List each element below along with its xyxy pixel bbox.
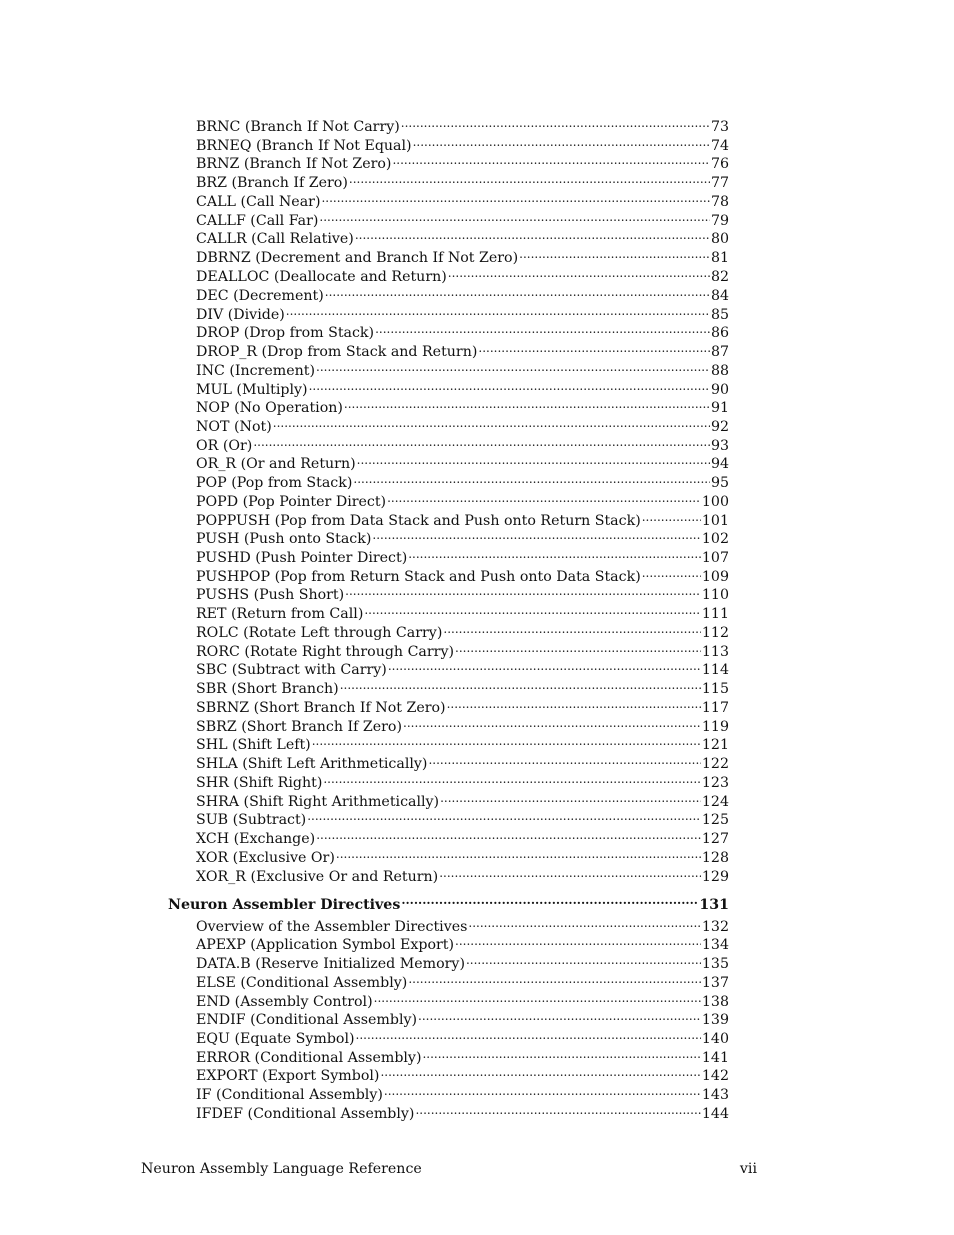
toc-entry-page: 123 xyxy=(701,775,729,791)
dot-leader xyxy=(321,188,709,206)
toc-entry[interactable] xyxy=(196,788,729,810)
toc-entry-label: ROLC (Rotate Left through Carry) xyxy=(196,625,443,641)
toc-entry-page: 93 xyxy=(710,438,729,454)
toc-entry[interactable] xyxy=(196,863,729,885)
toc-section-heading[interactable] xyxy=(168,889,729,913)
toc-entry-page: 81 xyxy=(710,250,729,266)
toc-entry-page: 76 xyxy=(710,156,729,172)
toc-entry-label: BRNC (Branch If Not Carry) xyxy=(196,119,400,135)
toc-entry-page: 139 xyxy=(701,1012,729,1028)
toc-entry[interactable] xyxy=(196,301,729,323)
toc-entry[interactable] xyxy=(196,1100,729,1122)
toc-entry-label: CALLR (Call Relative) xyxy=(196,231,354,247)
toc-entry-page: 92 xyxy=(710,419,729,435)
dot-leader xyxy=(642,507,701,525)
toc-entry[interactable] xyxy=(196,1025,729,1047)
toc-entry[interactable] xyxy=(196,563,729,585)
toc-entry-label: SHLA (Shift Left Arithmetically) xyxy=(196,756,428,772)
toc-entry-label: IF (Conditional Assembly) xyxy=(196,1087,383,1103)
dot-leader xyxy=(455,931,701,949)
toc-entry[interactable] xyxy=(196,1044,729,1066)
dot-leader xyxy=(413,132,710,150)
toc-entry-page: 87 xyxy=(710,344,729,360)
toc-entry-page: 102 xyxy=(701,531,729,547)
toc-entry-label: SHL (Shift Left) xyxy=(196,737,311,753)
toc-entry[interactable] xyxy=(196,469,729,491)
toc-entry-page: 134 xyxy=(701,937,729,953)
toc-entry[interactable] xyxy=(196,731,729,753)
dot-leader xyxy=(466,950,701,968)
toc-entry-label: Overview of the Assembler Directives xyxy=(196,919,468,935)
toc-entry[interactable] xyxy=(196,169,729,191)
dot-leader xyxy=(344,394,710,412)
toc-entry-page: 114 xyxy=(701,662,729,678)
toc-entry-page: 101 xyxy=(701,513,729,529)
toc-entry-label: DEALLOC (Deallocate and Return) xyxy=(196,269,447,285)
dot-leader xyxy=(384,1081,701,1099)
dot-leader xyxy=(408,544,701,562)
toc-entry-page: 141 xyxy=(701,1050,729,1066)
toc-entry-page: 82 xyxy=(710,269,729,285)
toc-entry-label: EQU (Equate Symbol) xyxy=(196,1031,355,1047)
dot-leader xyxy=(253,432,710,450)
toc-entry-page: 110 xyxy=(701,587,729,603)
toc-entry-page: 95 xyxy=(710,475,729,491)
toc-entry-page: 86 xyxy=(710,325,729,341)
toc-entry[interactable] xyxy=(196,1006,729,1028)
toc-entry-page: 74 xyxy=(710,138,729,154)
toc-entry-label: XOR_R (Exclusive Or and Return) xyxy=(196,869,439,885)
dot-leader xyxy=(418,1006,701,1024)
toc-entry-label: CALLF (Call Far) xyxy=(196,213,319,229)
dot-leader xyxy=(447,694,701,712)
toc-entry[interactable] xyxy=(196,376,729,398)
dot-leader xyxy=(387,488,701,506)
toc-entry[interactable] xyxy=(196,638,729,660)
toc-entry-label: DBRNZ (Decrement and Branch If Not Zero) xyxy=(196,250,519,266)
toc-entry[interactable] xyxy=(196,950,729,972)
dot-leader xyxy=(345,581,701,599)
toc-entry-page: 91 xyxy=(710,400,729,416)
dot-leader xyxy=(316,825,701,843)
toc-entry[interactable] xyxy=(196,656,729,678)
toc-entry-label: NOT (Not) xyxy=(196,419,272,435)
toc-entry-label: CALL (Call Near) xyxy=(196,194,321,210)
toc-entry-page: 144 xyxy=(701,1106,729,1122)
toc-entry-label: INC (Increment) xyxy=(196,363,316,379)
toc-entry-label: XCH (Exchange) xyxy=(196,831,316,847)
toc-entry-page: 85 xyxy=(710,307,729,323)
toc-entry-label: PUSH (Push onto Stack) xyxy=(196,531,372,547)
dot-leader xyxy=(380,1062,700,1080)
toc-entry-label: PUSHD (Push Pointer Direct) xyxy=(196,550,408,566)
toc-entry-label: SBRNZ (Short Branch If Not Zero) xyxy=(196,700,446,716)
toc-entry-page: 109 xyxy=(701,569,729,585)
toc-entry[interactable] xyxy=(196,150,729,172)
toc-entry-label: RORC (Rotate Right through Carry) xyxy=(196,644,454,660)
toc-entry-label: APEXP (Application Symbol Export) xyxy=(196,937,455,953)
toc-entry-page: 111 xyxy=(701,606,729,622)
toc-entry[interactable] xyxy=(196,450,729,472)
dot-leader xyxy=(309,376,710,394)
toc-entry[interactable] xyxy=(196,207,729,229)
toc-entry-page: 107 xyxy=(701,550,729,566)
toc-entry-page: 132 xyxy=(701,919,729,935)
dot-leader xyxy=(401,889,698,909)
toc-entry-page: 129 xyxy=(701,869,729,885)
dot-leader xyxy=(312,731,701,749)
toc-entry-page: 138 xyxy=(701,994,729,1010)
toc-entry[interactable] xyxy=(196,525,729,547)
toc-entry[interactable] xyxy=(196,507,729,529)
toc-entry[interactable] xyxy=(196,488,729,510)
footer-document-title: Neuron Assembly Language Reference xyxy=(141,1161,422,1177)
toc-entry[interactable] xyxy=(196,338,729,360)
toc-entry[interactable] xyxy=(196,282,729,304)
toc-entry-page: 119 xyxy=(701,719,729,735)
toc-entry-page: 115 xyxy=(701,681,729,697)
dot-leader xyxy=(316,357,710,375)
dot-leader xyxy=(403,713,701,731)
toc-entry-label: DATA.B (Reserve Initialized Memory) xyxy=(196,956,465,972)
toc-entry-label: SHR (Shift Right) xyxy=(196,775,323,791)
toc-entry-label: SUB (Subtract) xyxy=(196,812,307,828)
dot-leader xyxy=(355,225,710,243)
toc-entry-label: OR_R (Or and Return) xyxy=(196,456,356,472)
toc-entry[interactable] xyxy=(196,263,729,285)
toc-entry-label: RET (Return from Call) xyxy=(196,606,364,622)
dot-leader xyxy=(401,113,710,131)
toc-entry[interactable] xyxy=(196,413,729,435)
toc-entry-page: 137 xyxy=(701,975,729,991)
dot-leader xyxy=(319,207,710,225)
toc-entry-label: XOR (Exclusive Or) xyxy=(196,850,335,866)
toc-entry-page: 94 xyxy=(710,456,729,472)
toc-entry[interactable] xyxy=(196,750,729,772)
toc-entry-page: 79 xyxy=(710,213,729,229)
dot-leader xyxy=(388,656,701,674)
dot-leader xyxy=(307,806,701,824)
dot-leader xyxy=(478,338,710,356)
toc-entry-page: 122 xyxy=(701,756,729,772)
toc-entry[interactable] xyxy=(196,713,729,735)
dot-leader xyxy=(455,638,701,656)
toc-entry-page: 78 xyxy=(710,194,729,210)
toc-entry-page: 127 xyxy=(701,831,729,847)
dot-leader xyxy=(349,169,710,187)
toc-entry-label: POP (Pop from Stack) xyxy=(196,475,353,491)
toc-entry[interactable] xyxy=(196,913,729,935)
dot-leader xyxy=(323,769,701,787)
toc-entry[interactable] xyxy=(196,988,729,1010)
toc-entry-label: BRNZ (Branch If Not Zero) xyxy=(196,156,392,172)
dot-leader xyxy=(392,150,709,168)
toc-entry[interactable] xyxy=(196,806,729,828)
toc-entry-page: 80 xyxy=(710,231,729,247)
toc-entry-page: 100 xyxy=(701,494,729,510)
toc-entry-page: 88 xyxy=(710,363,729,379)
toc-entry-page: 112 xyxy=(701,625,729,641)
toc-entry[interactable] xyxy=(196,357,729,379)
toc-entry-label: EXPORT (Export Symbol) xyxy=(196,1068,380,1084)
dot-leader xyxy=(408,969,701,987)
toc-entry-page: 84 xyxy=(710,288,729,304)
dot-leader xyxy=(353,469,710,487)
toc-entry[interactable] xyxy=(196,931,729,953)
toc-entry[interactable] xyxy=(196,319,729,341)
toc-entry-label: SBC (Subtract with Carry) xyxy=(196,662,387,678)
toc-entry-label: DROP (Drop from Stack) xyxy=(196,325,375,341)
toc-entry-label: MUL (Multiply) xyxy=(196,382,308,398)
toc-entry-label: IFDEF (Conditional Assembly) xyxy=(196,1106,415,1122)
toc-entry-label: PUSHS (Push Short) xyxy=(196,587,345,603)
toc-entry[interactable] xyxy=(196,188,729,210)
toc-entry[interactable] xyxy=(196,432,729,454)
toc-entry-label: DIV (Divide) xyxy=(196,307,285,323)
dot-leader xyxy=(357,450,710,468)
dot-leader xyxy=(325,282,710,300)
toc-entry-label: POPPUSH (Pop from Data Stack and Push onto Return Stack) xyxy=(196,513,641,529)
toc-entry-label: ERROR (Conditional Assembly) xyxy=(196,1050,422,1066)
toc-entry-page: 124 xyxy=(701,794,729,810)
toc-entry[interactable] xyxy=(196,132,729,154)
dot-leader xyxy=(443,619,701,637)
toc-entry-page: 135 xyxy=(701,956,729,972)
dot-leader xyxy=(340,675,701,693)
toc-entry-page: 121 xyxy=(701,737,729,753)
toc-entry[interactable] xyxy=(196,244,729,266)
toc-entry-label: SHRA (Shift Right Arithmetically) xyxy=(196,794,440,810)
dot-leader xyxy=(428,750,700,768)
dot-leader xyxy=(375,319,710,337)
toc-entry-label: ELSE (Conditional Assembly) xyxy=(196,975,408,991)
toc-entry-page: 77 xyxy=(710,175,729,191)
toc-entry-label: DEC (Decrement) xyxy=(196,288,324,304)
toc-entry[interactable] xyxy=(196,844,729,866)
toc-entry-page: 143 xyxy=(701,1087,729,1103)
toc-entry[interactable] xyxy=(196,694,729,716)
toc-entry[interactable] xyxy=(196,769,729,791)
dot-leader xyxy=(364,600,701,618)
toc-entry-label: BRNEQ (Branch If Not Equal) xyxy=(196,138,412,154)
toc-entry-label: BRZ (Branch If Zero) xyxy=(196,175,348,191)
dot-leader xyxy=(374,988,701,1006)
footer-page-number: vii xyxy=(739,1161,757,1177)
toc-entry-page: 73 xyxy=(710,119,729,135)
toc-entry[interactable] xyxy=(196,1062,729,1084)
toc-entry[interactable] xyxy=(196,969,729,991)
toc-entry-label: SBRZ (Short Branch If Zero) xyxy=(196,719,402,735)
toc-entry[interactable] xyxy=(196,825,729,847)
toc-entry-page: 125 xyxy=(701,812,729,828)
toc-entry[interactable] xyxy=(196,544,729,566)
toc-entry-label: OR (Or) xyxy=(196,438,253,454)
dot-leader xyxy=(273,413,710,431)
toc-entry[interactable] xyxy=(196,394,729,416)
dot-leader xyxy=(356,1025,701,1043)
toc-entry[interactable] xyxy=(196,225,729,247)
dot-leader xyxy=(519,244,710,262)
toc-entry-label: SBR (Short Branch) xyxy=(196,681,339,697)
toc-entry[interactable] xyxy=(196,675,729,697)
dot-leader xyxy=(468,913,701,931)
toc-entry-label: PUSHPOP (Pop from Return Stack and Push onto Data Stack) xyxy=(196,569,641,585)
toc-entry-page: 117 xyxy=(701,700,729,716)
toc-entry-page: 140 xyxy=(701,1031,729,1047)
toc-entry-page: 113 xyxy=(701,644,729,660)
toc-entry-label: POPD (Pop Pointer Direct) xyxy=(196,494,387,510)
toc-entry[interactable] xyxy=(196,581,729,603)
toc-entry[interactable] xyxy=(196,600,729,622)
dot-leader xyxy=(439,863,701,881)
dot-leader xyxy=(642,563,701,581)
dot-leader xyxy=(286,301,710,319)
toc-entry-label: DROP_R (Drop from Stack and Return) xyxy=(196,344,478,360)
dot-leader xyxy=(448,263,710,281)
dot-leader xyxy=(372,525,701,543)
toc-entry-page: 142 xyxy=(701,1068,729,1084)
toc-entry-label: ENDIF (Conditional Assembly) xyxy=(196,1012,418,1028)
dot-leader xyxy=(415,1100,700,1118)
toc-section-label: Neuron Assembler Directives xyxy=(168,897,401,913)
toc-entry-label: END (Assembly Control) xyxy=(196,994,373,1010)
toc-entry-label: NOP (No Operation) xyxy=(196,400,343,416)
dot-leader xyxy=(336,844,701,862)
toc-entry-page: 90 xyxy=(710,382,729,398)
toc-entry[interactable] xyxy=(196,619,729,641)
toc-section-page: 131 xyxy=(699,897,729,913)
toc-entry-page: 128 xyxy=(701,850,729,866)
dot-leader xyxy=(440,788,701,806)
toc-entry[interactable] xyxy=(196,113,729,135)
dot-leader xyxy=(422,1044,700,1062)
toc-entry[interactable] xyxy=(196,1081,729,1103)
